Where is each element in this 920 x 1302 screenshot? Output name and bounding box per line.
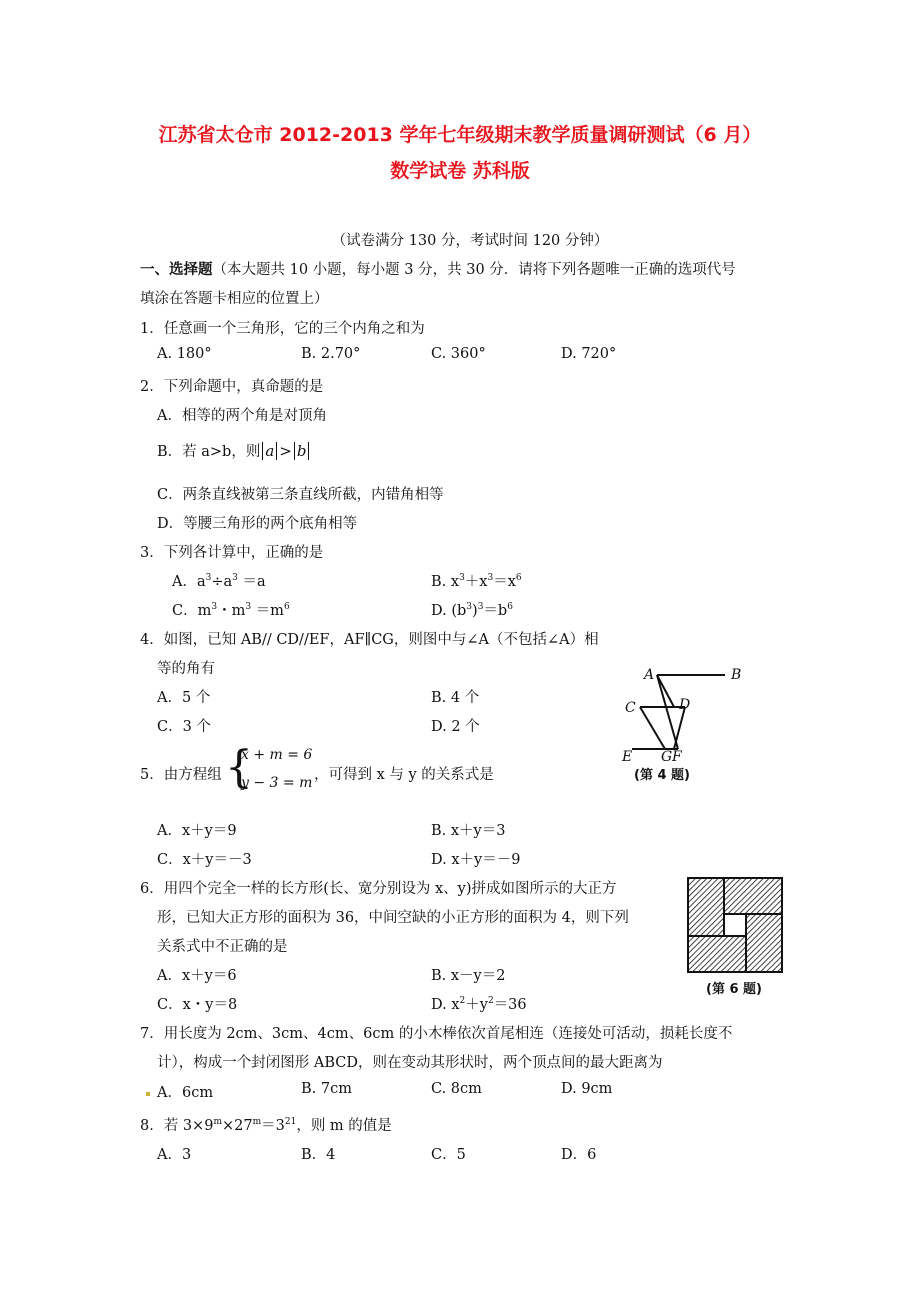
section-instruction-cont: 填涂在答题卡相应的位置上） xyxy=(140,291,329,307)
question-2-stem: 2．下列命题中，真命题的是 xyxy=(140,379,324,395)
question-3-option-a: A．$a^3\div a^3 =a$ xyxy=(172,573,266,590)
section-heading xyxy=(140,258,736,279)
question-5-option-c: C．x＋y＝－3 xyxy=(157,852,252,868)
section-label: 一、选择题 xyxy=(140,262,213,278)
exam-info: （试卷满分 130 分，考试时间 120 分钟） xyxy=(331,233,609,249)
abs-b: b xyxy=(296,442,307,460)
question-5-stem-prefix: 5．由方程组 xyxy=(140,767,222,783)
question-1-option-b: B. 2.70° xyxy=(301,346,361,362)
system-brace: { xyxy=(225,742,253,793)
section-instruction: （本大题共 10 小题，每小题 3 分，共 30 分．请将下列各题唯一正确的选项代号 xyxy=(212,262,736,278)
question-1-stem: 1．任意画一个三角形，它的三个内角之和为 xyxy=(140,321,425,337)
question-5-option-a: A．x＋y＝9 xyxy=(157,823,237,839)
question-8-option-b: B．4 xyxy=(301,1147,336,1163)
question-4-option-a: A．5 个 xyxy=(157,690,211,706)
question-8-option-a: A．3 xyxy=(157,1147,192,1163)
question-2-option-d: D．等腰三角形的两个底角相等 xyxy=(157,516,358,532)
question-2-option-b xyxy=(157,440,311,461)
label-g: G xyxy=(661,749,673,765)
question-7-option-b: B. 7cm xyxy=(301,1081,352,1097)
figure-6-caption: (第 6 题) xyxy=(706,982,762,997)
question-3-option-c: C．$m^3$・$m^3 =m^6$ xyxy=(172,602,290,619)
label-f: F xyxy=(672,749,682,765)
question-1-option-c: C. 360° xyxy=(431,346,486,362)
question-4-stem-cont: 等的角有 xyxy=(157,661,215,677)
abs-inequality xyxy=(260,442,311,460)
label-d: D xyxy=(679,697,691,713)
question-3-option-b: B. $x^3+x^3=x^6$ xyxy=(431,573,522,590)
question-8-option-c: C．5 xyxy=(431,1147,466,1163)
center-square xyxy=(724,914,746,936)
question-1-option-d: D. 720° xyxy=(561,346,617,362)
question-6-stem-cont2: 关系式中不正确的是 xyxy=(157,939,288,955)
question-6-option-a: A．x＋y＝6 xyxy=(157,968,237,984)
marker-dot xyxy=(146,1092,150,1096)
label-a: A xyxy=(644,667,655,683)
figure-question-4 xyxy=(610,662,750,787)
page-subtitle-title: 数学试卷 苏科版 xyxy=(390,160,530,182)
question-2-option-c: C．两条直线被第三条直线所截，内错角相等 xyxy=(157,487,444,503)
question-4-option-c: C．3 个 xyxy=(157,719,211,735)
question-6-option-c: C．x・y＝8 xyxy=(157,997,238,1013)
abs-a: a xyxy=(265,442,275,460)
question-3-stem: 3．下列各计算中，正确的是 xyxy=(140,545,324,561)
question-6-stem: 6．用四个完全一样的长方形(长、宽分别设为 x、y)拼成如图所示的大正方 xyxy=(140,881,617,897)
question-6-option-b: B. x－y＝2 xyxy=(431,968,506,984)
line-cg xyxy=(640,707,665,749)
question-6-stem-cont: 形，已知大正方形的面积为 36，中间空缺的小正方形的面积为 4，则下列 xyxy=(157,910,629,926)
question-7-option-c: C. 8cm xyxy=(431,1081,482,1097)
equation-1: x + m = 6 xyxy=(241,747,313,763)
label-b: B xyxy=(731,667,742,683)
figure-question-6 xyxy=(686,876,786,1001)
question-5-stem-suffix: ，可得到 x 与 y 的关系式是 xyxy=(314,767,494,783)
question-6-option-d: D. $x^2+y^2=36$ xyxy=(431,996,527,1013)
question-1-option-a: A. 180° xyxy=(157,346,212,362)
line-af xyxy=(657,675,678,749)
question-4-option-d: D. 2 个 xyxy=(431,719,480,735)
question-4-option-b: B. 4 个 xyxy=(431,690,480,706)
question-8-stem: 8．若 $3\times 9^m\times 27^m=3^{21}$，则 m 的值是 xyxy=(140,1117,392,1134)
question-2-option-a: A．相等的两个角是对顶角 xyxy=(157,408,327,424)
question-5-option-d: D. x＋y＝－9 xyxy=(431,852,521,868)
figure-4-caption: (第 4 题) xyxy=(634,768,690,783)
question-3-option-d: D. $(b^3)^3=b^6$ xyxy=(431,602,513,619)
question-7-stem: 7．用长度为 2cm、3cm、4cm、6cm 的小木棒依次首尾相连（连接处可活动，损耗长度不 xyxy=(140,1026,733,1042)
question-8-option-d: D．6 xyxy=(561,1147,597,1163)
question-5-option-b: B. x＋y＝3 xyxy=(431,823,506,839)
question-7-option-d: D. 9cm xyxy=(561,1081,613,1097)
question-2-option-b-text: B．若 a>b，则 xyxy=(157,444,261,460)
question-4-stem: 4．如图，已知 AB// CD//EF，AF∥CG，则图中与∠A（不包括∠A）相 xyxy=(140,632,599,648)
question-7-option-a: A．6cm xyxy=(157,1085,214,1101)
label-c: C xyxy=(625,700,636,716)
gt-sign: > xyxy=(279,442,292,460)
page-title: 江苏省太仓市 2012-2013 学年七年级期末教学质量调研测试（6 月） xyxy=(158,124,762,146)
equation-2: y − 3 = m xyxy=(241,775,313,791)
question-7-stem-cont: 计），构成一个封闭图形 ABCD，则在变动其形状时，两个顶点间的最大距离为 xyxy=(157,1055,663,1071)
label-e: E xyxy=(622,749,633,765)
